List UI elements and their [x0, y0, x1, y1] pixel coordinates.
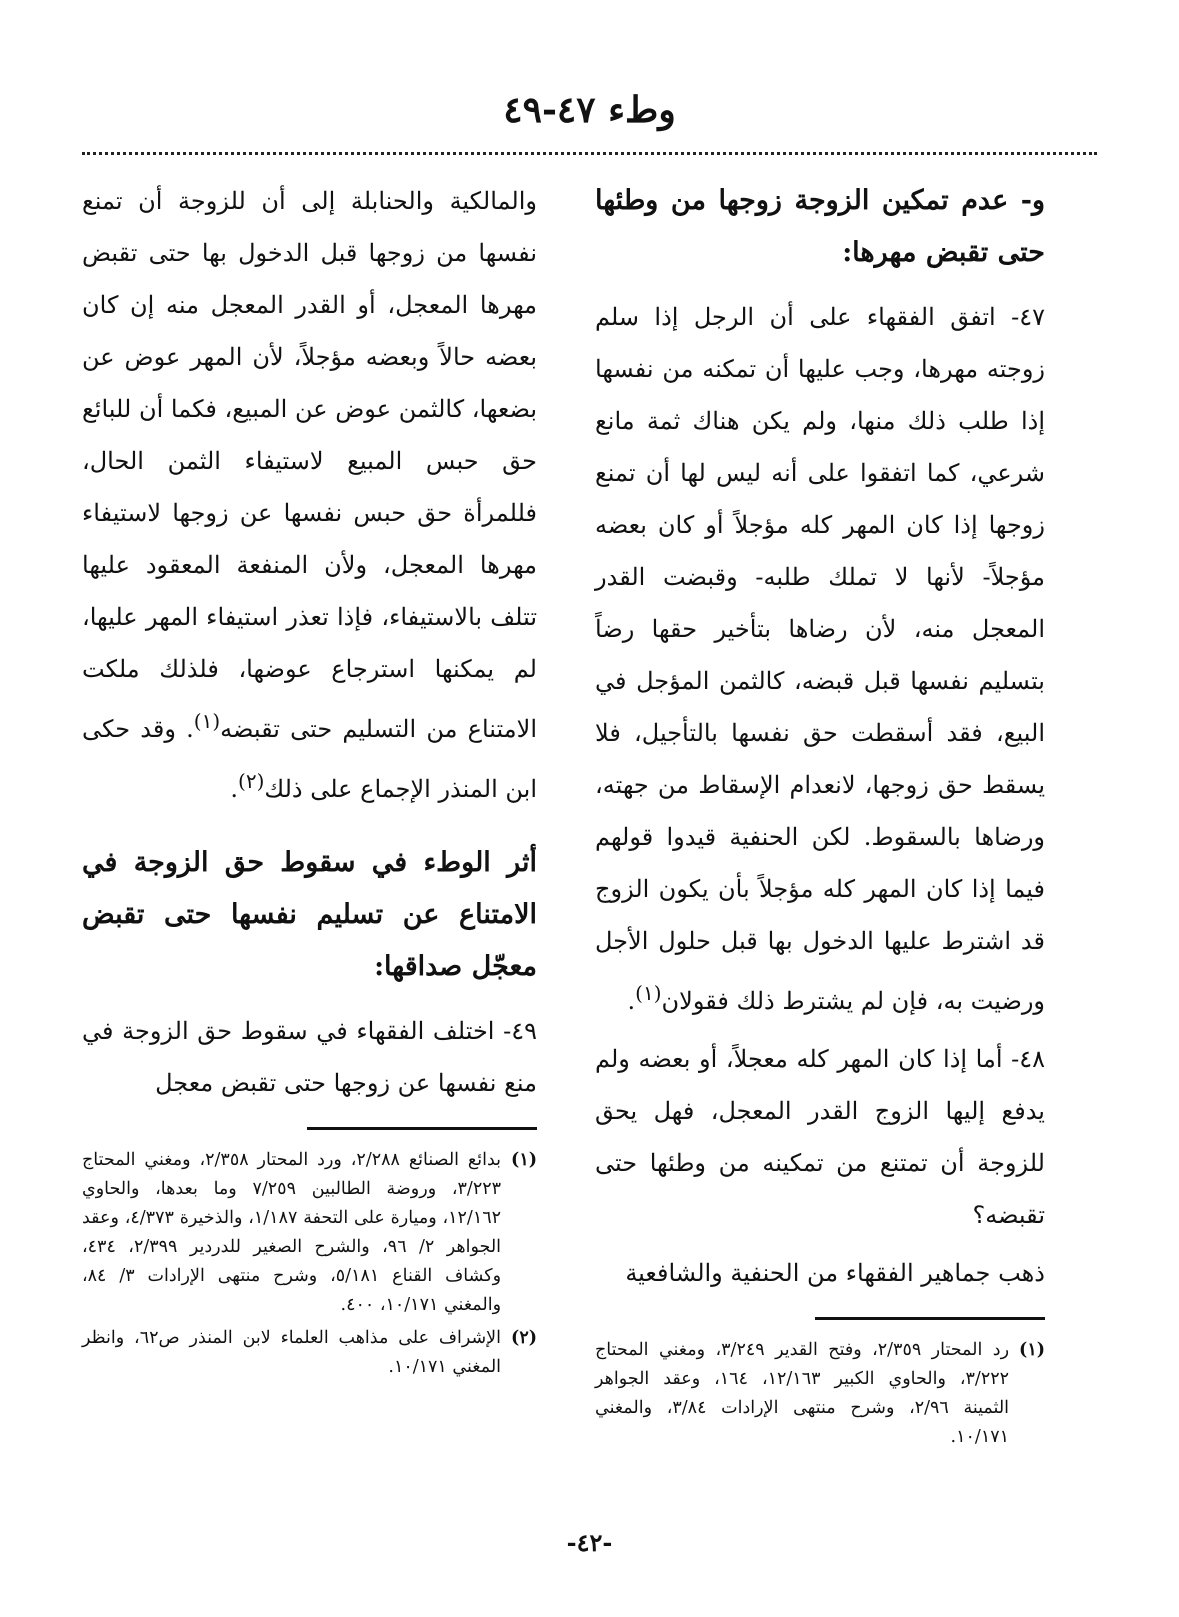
- paragraph-48: ٤٨- أما إذا كان المهر كله معجلاً، أو بعضه ولم يدفع إليها الزوج القدر المعجل، فهل يحق للزوجة أن تمتنع من تمكينه من وطئها حتى تقبضه؟: [595, 1045, 1045, 1229]
- footnote-text: الإشراف على مذاهب العلماء لابن المنذر ص٦٢، وانظر المغني ١٠/١٧١.: [82, 1328, 502, 1377]
- section-heading-athar: أثر الوطء في سقوط حق الزوجة في الامتناع عن تسليم نفسها حتى تقبض معجّل صداقها:: [82, 847, 537, 982]
- footnote-ref: (١): [193, 709, 221, 733]
- running-header: وطء ٤٧-٤٩: [503, 89, 676, 131]
- left-column: [82, 175, 537, 1386]
- paragraph-48-conclusion: [82, 175, 537, 815]
- paragraph-47-end: .: [627, 987, 636, 1015]
- footnote-text: رد المحتار ٢/٣٥٩، وفتح القدير ٣/٢٤٩، ومغني المحتاج ٣/٢٢٢، والحاوي الكبير ١٢/١٦٣، ١٦٤، وعقد الجواهر الثمينة ٢/٩٦، وشرح منتهى الإرادات ٣/٨٤، والمغني ١٠/١٧١.: [595, 1340, 1010, 1447]
- footnote-text: بدائع الصنائع ٢/٢٨٨، ورد المحتار ٢/٣٥٨، ومغني المحتاج ٣/٢٢٣، وروضة الطالبين ٧/٢٥٩ وما بعدها، والحاوي ١٢/١٦٢، وميارة على التحفة ١/١٨٧، والذخيرة ٤/٣٧٣، وعقد الجواهر ٢/ ٩٦، والشرح الصغير للدردير ٢/٣٩٩، ٤٣٤، وكشاف القناع ٥/١٨١، وشرح منتهى الإرادات ٣/ ٨٤، والمغني ١٠/١٧١، ٤٠٠.: [82, 1150, 502, 1315]
- footnote-ref: (٢): [238, 769, 265, 793]
- footnote-number: (١): [511, 1150, 537, 1170]
- paragraph-49: ٤٩- اختلف الفقهاء في سقوط حق الزوجة في منع نفسها عن زوجها حتى تقبض معجل: [82, 1017, 537, 1097]
- paragraph-48-continued: ذهب جماهير الفقهاء من الحنفية والشافعية: [625, 1259, 1045, 1287]
- footnote-ref: (١): [635, 981, 662, 1005]
- footnote-separator: [815, 1317, 1045, 1320]
- paragraph-text-mid: . وقد حكى ابن المنذر الإجماع على ذلك: [82, 715, 537, 803]
- paragraph-47-text: ٤٧- اتفق الفقهاء على أن الرجل إذا سلم زوجته مهرها، وجب عليها أن تمكنه من نفسها إذا طلب ذلك منها، ولم يكن هناك ثمة مانع شرعي، كما اتفقوا على أنه ليس لها أن تمنع زوجها إذا كان المهر كله مؤجلاً أو كان بعضه مؤجلاً- لأنها لا تملك طلبه- وقبضت القدر المعجل منه، لأن رضاها بتأخير حقها رضاً بتسليم نفسها قبل قبضه، كالثمن المؤجل في البيع، فقد أسقطت حق نفسها بالتأجيل، فلا يسقط حق زوجها، لانعدام الإسقاط من جهته، ورضاها بالسقوط. لكن الحنفية قيدوا قولهم فيما إذا كان المهر كله مؤجلاً بأن يكون الزوج قد اشترط عليها الدخول بها قبل حلول الأجل ورضيت به، فإن لم يشترط ذلك فقولان: [595, 303, 1045, 1015]
- footnote-number: (١): [1019, 1340, 1045, 1360]
- header-divider: [82, 152, 1097, 155]
- footnote-separator: [307, 1127, 537, 1130]
- footnote: [595, 1336, 1045, 1452]
- footnote-number: (٢): [511, 1328, 537, 1348]
- section-heading-waw: و- عدم تمكين الزوجة زوجها من وطئها حتى تقبض مهرها:: [595, 185, 1045, 268]
- right-column: [595, 175, 1045, 1456]
- footnote: [82, 1146, 537, 1320]
- paragraph-47: [595, 291, 1045, 1027]
- footnote: [82, 1324, 537, 1382]
- paragraph-text-end: .: [230, 775, 238, 803]
- paragraph-text: والمالكية والحنابلة إلى أن للزوجة أن تمنع نفسها من زوجها قبل الدخول بها حتى تقبض مهرها المعجل، أو القدر المعجل منه إن كان بعضه حالاً وبعضه مؤجلاً، لأن المهر عوض عن بضعها، كالثمن عوض عن المبيع، فكما أن للبائع حق حبس المبيع لاستيفاء الثمن الحال، فللمرأة حق حبس نفسها عن زوجها لاستيفاء مهرها المعجل، ولأن المنفعة المعقود عليها تتلف بالاستيفاء، فإذا تعذر استيفاء المهر عليها، لم يمكنها استرجاع عوضها، فلذلك ملكت الامتناع من التسليم حتى تقبضه: [82, 187, 538, 743]
- page-number: -٤٢-: [566, 1528, 613, 1557]
